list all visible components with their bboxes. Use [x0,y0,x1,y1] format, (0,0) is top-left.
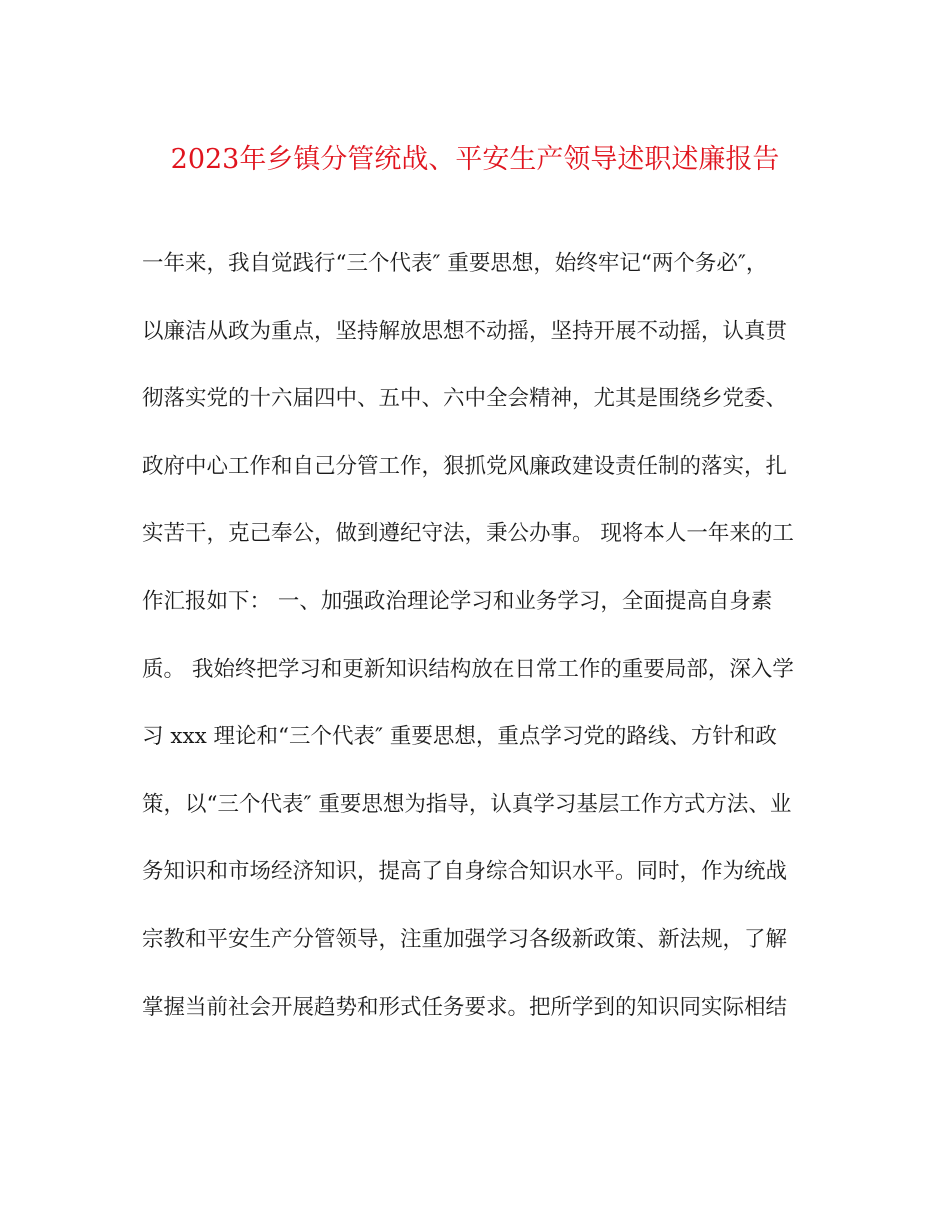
body-line-12: 掌握当前社会开展趋势和形式任务要求。把所学到的知识同实际相结 [142,994,788,1020]
body-line-6: 作汇报如下： 一、加强政治理论学习和业务学习，全面提高自身素 [142,588,773,614]
body-line-8: 习 xxx 理论和“三个代表″ 重要思想，重点学习党的路线、方针和政 [142,724,777,750]
body-line-7: 质。 我始终把学习和更新知识结构放在日常工作的重要局部，深入学 [142,656,794,682]
body-line-2: 以廉洁从政为重点，坚持解放思想不动摇，坚持开展不动摇，认真贯 [142,318,788,344]
document-title: 2023年乡镇分管统战、平安生产领导述职述廉报告 [170,144,780,175]
body-line-5: 实苦干，克己奉公，做到遵纪守法，秉公办事。 现将本人一年来的工 [142,521,794,547]
body-line-4: 政府中心工作和自己分管工作，狠抓党风廉政建设责任制的落实，扎 [142,453,788,479]
body-line-9: 策，以“三个代表″ 重要思想为指导，认真学习基层工作方式方法、业 [142,791,792,817]
body-line-11: 宗教和平安生产分管领导，注重加强学习各级新政策、新法规，了解 [142,926,788,952]
body-line-1: 一年来，我自觉践行“三个代表″ 重要思想，始终牢记“两个务必″， [142,251,768,276]
body-line-3: 彻落实党的十六届四中、五中、六中全会精神，尤其是围绕乡党委、 [142,386,788,412]
document-body [142,230,812,1041]
body-line-10: 务知识和市场经济知识，提高了自身综合知识水平。同时，作为统战 [142,859,788,885]
